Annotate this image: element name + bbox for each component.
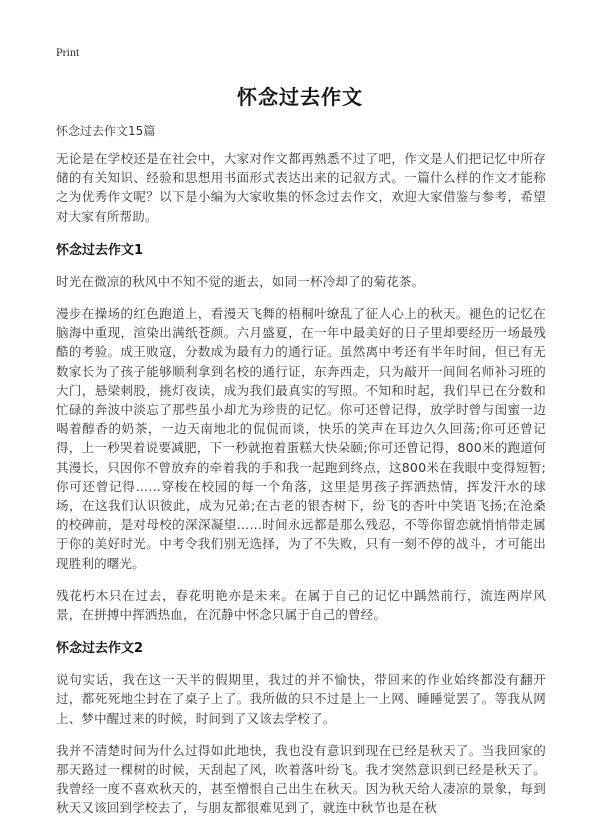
section-heading-1: 怀念过去作文1 — [56, 242, 144, 258]
print-link[interactable]: Print — [56, 45, 80, 59]
article-body — [56, 149, 546, 831]
document-title: 怀念过去作文 — [237, 85, 363, 109]
document-subtitle: 怀念过去作文15篇 — [56, 124, 156, 138]
section-2-paragraph-1: 说句实话，我在这一天半的假期里，我过的并不愉快，带回来的作业始终都没有翻开过，都死死地尘封在了桌子上了。我所做的只不过是上一上网、睡睡觉罢了。等我从网上、梦中醒过来的时候，时间到了又该去学校了。 — [56, 672, 546, 726]
section-heading-2: 怀念过去作文2 — [56, 641, 144, 657]
intro-paragraph: 无论是在学校还是在社会中，大家对作文都再熟悉不过了吧，作文是人们把记忆中所存储的有关知识、经验和思想用书面形式表达出来的记叙方式。一篇什么样的作文才能称之为优秀作文呢？以下是小编为大家收集的怀念过去作文，欢迎大家借鉴与参考，希望对大家有所帮助。 — [56, 151, 546, 224]
section-2-paragraph-2: 我并不清楚时间为什么过得如此地快，我也没有意识到现在已经是秋天了。当我回家的那天路过一棵树的时候，天刮起了风，吹着落叶纷飞。我才突然意识到已经是秋天了。我曾经一度不喜欢秋天的，甚至憎恨自己出生在秋天。因为秋天给人凄凉的景象，每到秋天又该回到学校去了，与朋友都很难见到了，就连中秋节也是在秋 — [56, 742, 546, 816]
section-1-paragraph-2: 漫步在操场的红色跑道上，看漫天飞舞的梧桐叶缭乱了征人心上的秋天。褪色的记忆在脑海中重现，渲染出满纸苍颜。六月盛夏，在一年中最美好的日子里却要经历一场最残酷的考验。成王败寇，分数成为最有力的通行证。虽然离中考还有半年时间，但已有无数家长为了孩子能够顺利拿到名校的通行证，东奔西走，只为敲开一间间名师补习班的大门，悬梁刺股，挑灯夜读，成为我们最真实的写照。不知和时起，我们早已在分数和忙碌的奔波中淡忘了那些虽小却尤为珍贵的记忆。你可还曾记得，放学时曾与闺蜜一边喝着醇香的奶茶，一边天南地北的侃侃而谈，快乐的笑声在耳边久久回荡;你可还曾记得，上一秒哭着说要减肥，下一秒就抱着蛋糕大快朵颐;你可还曾记得，800米的跑道何其漫长，只因你不曾放弃的牵着我的手和我一起跑到终点，这800米在我眼中变得短暂;你可还曾记得……穿梭在校园的每一个角落，这里是男孩子挥洒热情，挥发汗水的球场，在这我们认识彼此，成为兄弟;在古老的银杏树下，纷飞的杏叶中笑语飞扬;在沧桑的校碑前，是对母校的深深凝望……时间永远都是那么残忍，不等你留恋就悄悄带走属于你的美好时光。中考令我们别无选择，为了不失败，只有一刻不停的战斗，才可能出现胜利的曙光。 — [56, 306, 546, 571]
section-1-paragraph-1: 时光在微凉的秋风中不知不觉的逝去，如同一杯冷却了的菊花茶。 — [56, 273, 425, 289]
section-1-paragraph-3: 残花朽木只在过去，春花明艳亦是未来。在属于自己的记忆中踽然前行，流连两岸风景，在拼搏中挥洒热血，在沉静中怀念只属于自己的曾经。 — [56, 587, 546, 623]
